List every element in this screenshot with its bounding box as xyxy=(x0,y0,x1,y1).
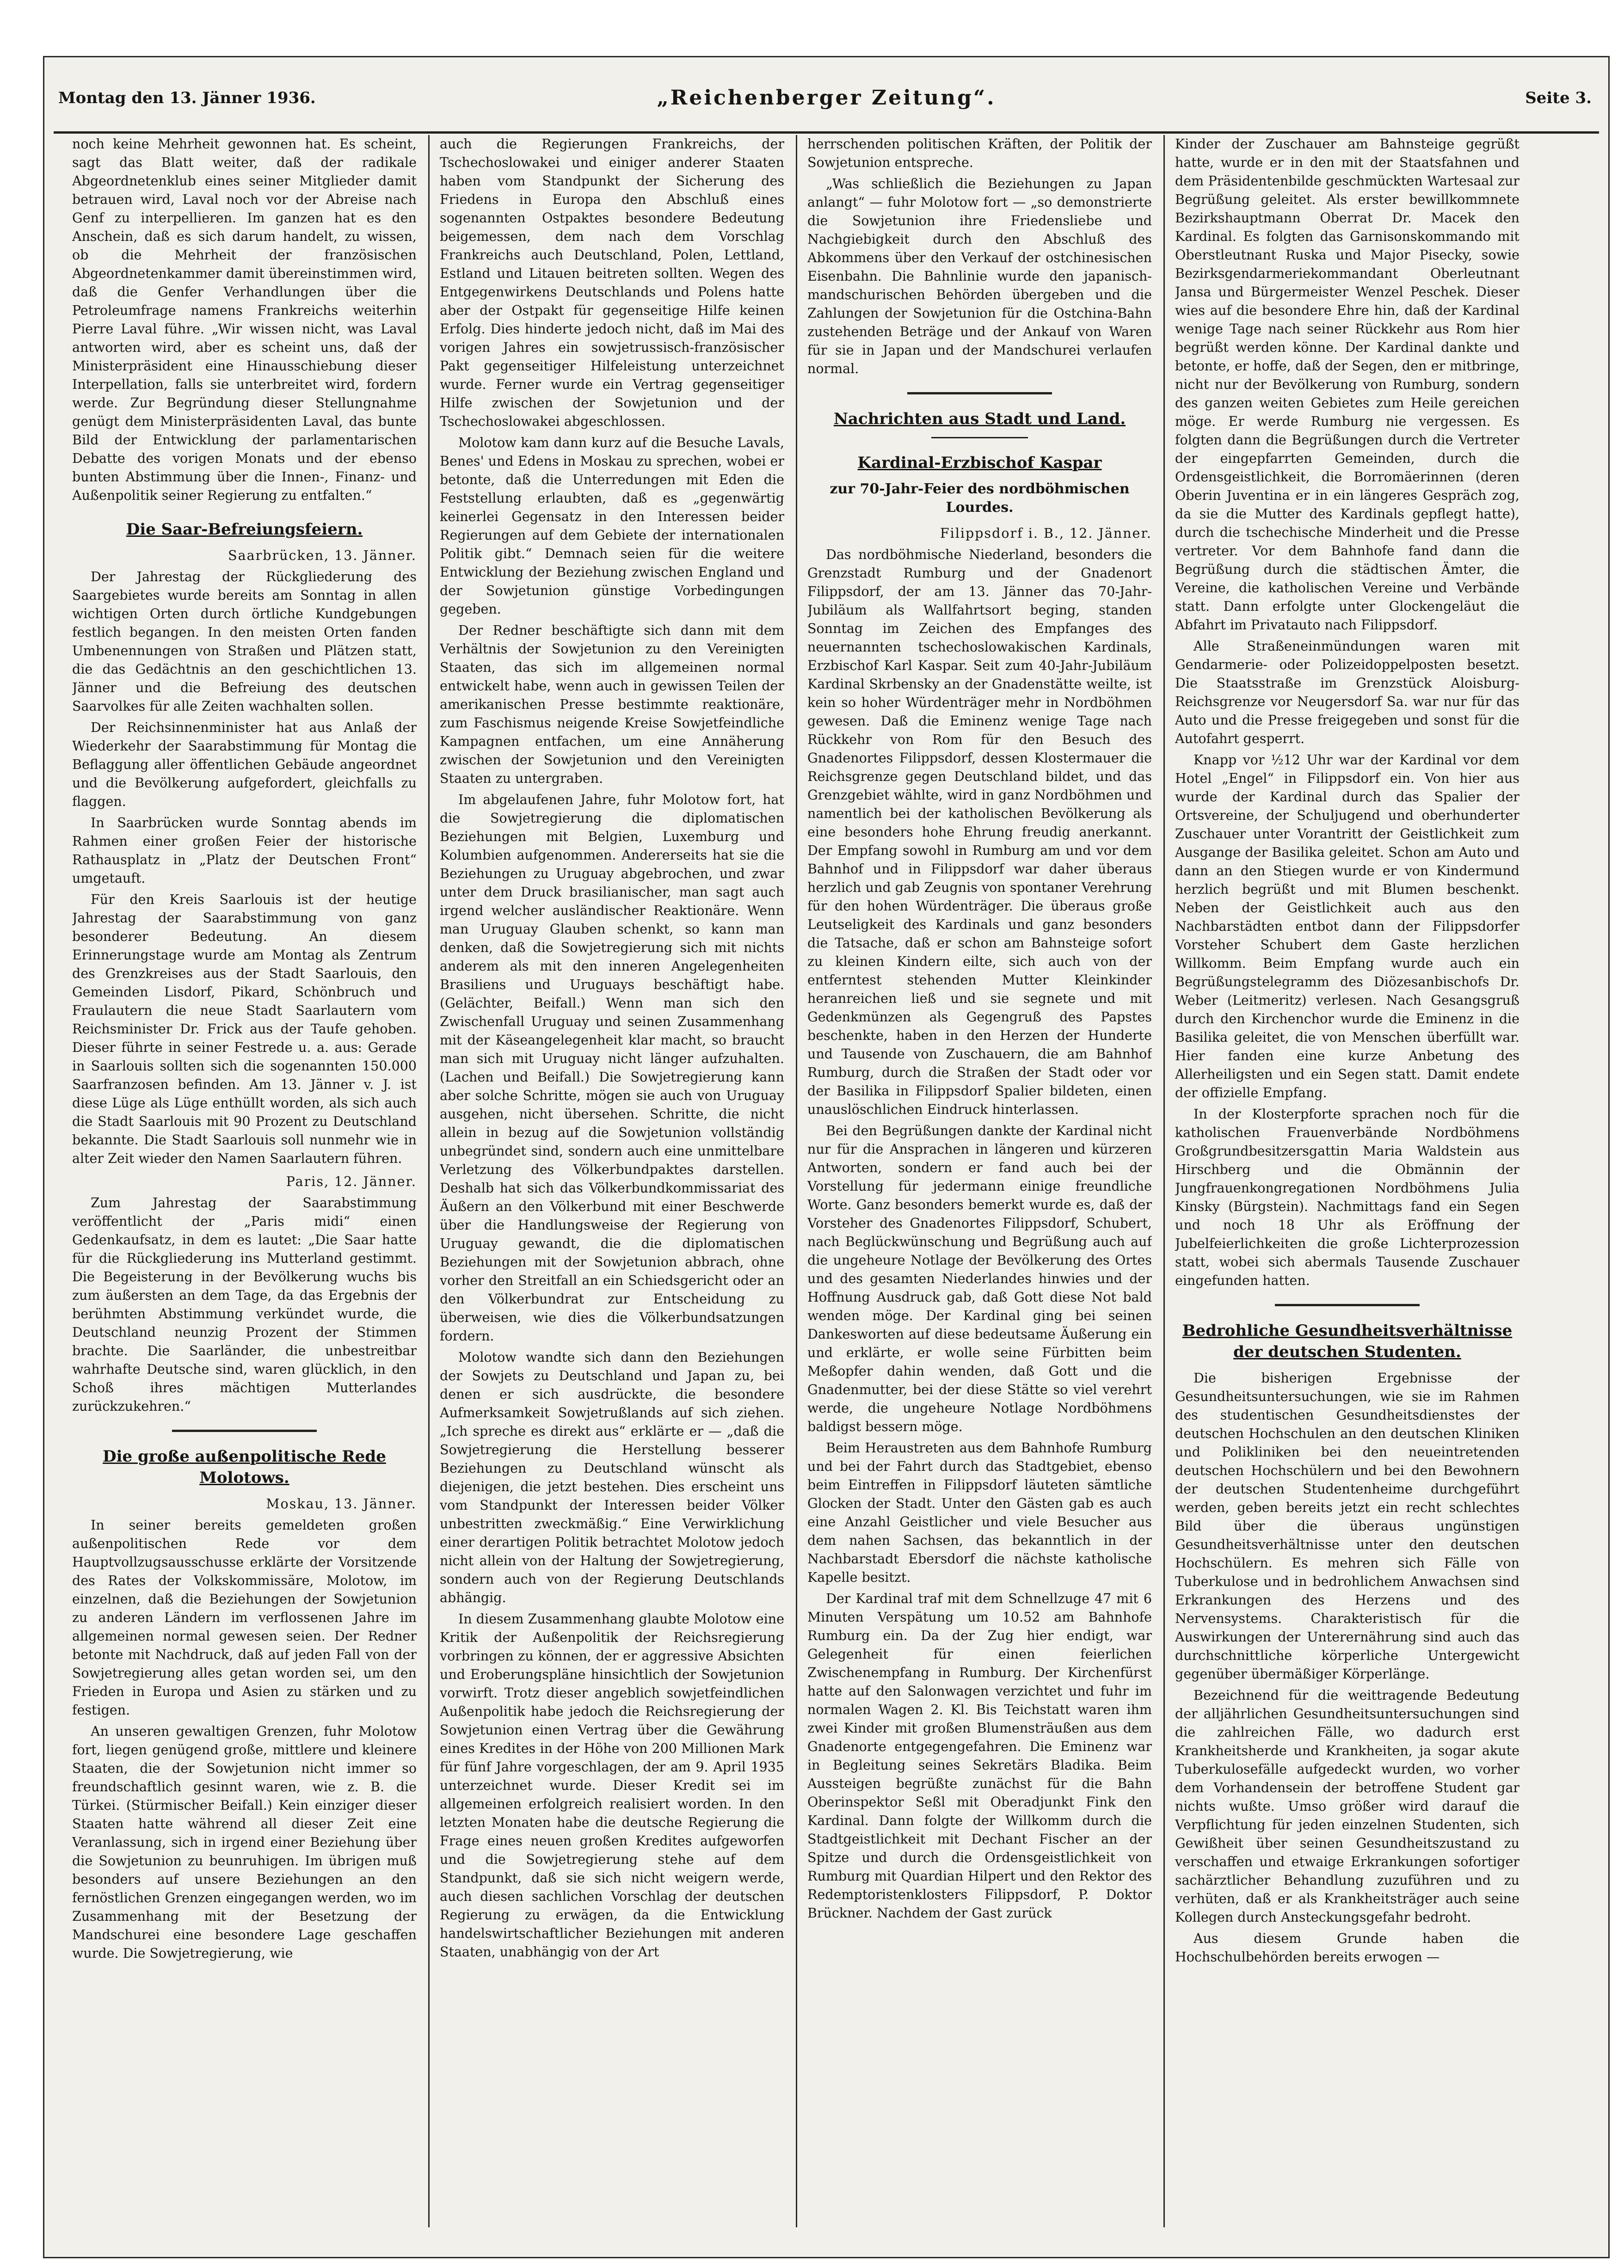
article-paragraph: herrschenden politischen Kräften, der Politik der Sowjetunion entspreche. xyxy=(807,136,1152,170)
headline-saar: Die Saar-Befreiungsfeiern. xyxy=(126,520,363,539)
page-header xyxy=(54,86,1599,115)
column-divider xyxy=(796,135,797,2227)
article-paragraph: In seiner bereits gemeldeten großen außenpolitischen Rede vor dem Hauptvollzugsausschusse erklärte der Vorsitzende des Rates der Volkskommissäre, Molotow, im einzelnen, daß die Beziehungen der Sowjetunion zu anderen Ländern im verflossenen Jahre im allgemeinen normal gewesen seien. Der Redner betonte mit Nachdruck, daß auf jeden Fall von der Sowjetregierung alles getan worden sei, um den Frieden in Europa und Asien zu stärken und zu festigen. xyxy=(72,1518,417,1718)
dateline: Paris, 12. Jänner. xyxy=(286,1174,417,1189)
article-paragraph: Das nordböhmische Niederland, besonders die Grenzstadt Rumburg und der Gnadenort Filippsdorf, der am 13. Jänner das 70-Jahr-Jubiläum als Wallfahrtsort beging, standen Sonntag im Zeichen des Empfanges des neuernannten tschechoslowakischen Kardinals, Erzbischof Karl Kaspar. Seit zum 40-Jahr-Jubiläum Kardinal Skrbensky an der Gnadenstätte weilte, ist kein so hoher Würdenträger mehr in Nordböhmen gewesen. Daß die Eminenz wenige Tage nach Rückkehr von Rom für den Besuch des Gnadenortes Filippsdorf, dessen Klostermauer die Reichsgrenze gegen Deutschland bildet, und das Grenzgebiet wählte, wird in ganz Nordböhmen und namentlich bei der katholischen Bevölkerung als eine besonders hohe Ehrung freudig anerkannt. Der Empfang sowohl in Rumburg am und vor dem Bahnhof und in Filippsdorf war daher überaus herzlich und gab Zeugnis von spontaner Verehrung für den hohen Würdenträger. Die überaus große Leutseligkeit des Kardinals und ganz besonders die Tatsache, daß er schon am Bahnsteige sofort zu kleinen Kindern eilte, sich auch von der entferntest stehenden Mutter Kleinkinder heranreichen ließ und sie segnete und mit Gedenkmünzen als Gegengruß des Papstes beschenkte, haben in den Herzen der Hunderte und Tausende von Zuschauern, die am Bahnhof Rumburg, durch die Straßen der Stadt oder vor der Basilika in Filippsdorf Spalier bildeten, einen unauslöschlichen Eindruck hinterlassen. xyxy=(807,547,1152,1117)
page-number: Seite 3. xyxy=(1525,89,1592,107)
column-2 xyxy=(440,135,784,2227)
article-subheadline: zur 70-Jahr-Feier des nordböhmischen Lourdes. xyxy=(830,481,1130,516)
column-3 xyxy=(807,135,1152,2227)
headline-gesundheit: Bedrohliche Gesundheitsverhältnisse der deutschen Studenten. xyxy=(1182,1321,1513,1361)
article-paragraph: Der Kardinal traf mit dem Schnellzuge 47 mit 6 Minuten Verspätung um 10.52 am Bahnhofe Rumburg ein. Da der Zug hier endigt, war Gelegenheit für einen feierlichen Zwischenempfang in Rumburg. Der Kirchenfürst hatte auf den Salonwagen verzichtet und fuhr im normalen Wagen 2. Kl. Bis Teichstatt waren ihm zwei Kinder mit großen Blumensträußen aus dem Gnadenorte entgegengefahren. Die Eminenz war in Begleitung seines Sekretärs Bladika. Beim Aussteigen begrüßte zunächst für die Bahn Oberinspektor Seßl mit Oberadjunkt Fink den Kardinal. Dann folgte der Willkomm durch die Stadtgeistlichkeit mit Dechant Fischer an der Spitze und durch die Ordensgeistlichkeit von Rumburg mit Quardian Hilpert und den Rektor des Redemptoristenklosters Filippsdorf, P. Doktor Brückner. Nachdem der Gast zurück xyxy=(807,1591,1152,1921)
article-paragraph: Zum Jahrestag der Saarabstimmung veröffentlicht der „Paris midi“ einen Gedenkaufsatz, in dem es lautet: „Die Saar hatte für die Rückgliederung ins Mutterland gestimmt. Die Begeisterung in der Bevölkerung wuchs bis zum äußersten an dem Tage, da das Ergebnis der berühmten Abstimmung verkündet wurde, die Deutschland neunzig Prozent der Stimmen brachte. Die Saarländer, die unbestreitbar wahrhafte Deutsche sind, waren glücklich, in den Schoß ihres mächtigen Mutterlandes zurückzukehren.“ xyxy=(72,1195,417,1414)
column-1 xyxy=(72,135,417,2227)
section-headline xyxy=(807,408,1152,430)
article-headline xyxy=(1175,1320,1519,1363)
article-paragraph: In Saarbrücken wurde Sonntag abends im Rahmen einer großen Feier der historische Rathausplatz in „Platz der Deutschen Front“ umgetauft. xyxy=(72,815,417,886)
article-paragraph: Bezeichnend für die weittragende Bedeutung der alljährlichen Gesundheitsuntersuchungen sind die zahlreichen Fälle, wo dadurch erst Krankheitsherde und Krankheiten, ja sogar akute Tuberkulosefälle aufgedeckt wurden, wo vorher dem Vorhandensein der betroffene Student gar nichts wußte. Umso größer wird darauf die Verpflichtung für jeden einzelnen Studenten, sich Gewißheit über seinen Gesundheitszustand zu verschaffen und etwaige Erkrankungen sofortiger sachärztlicher Behandlung zuzuführen und zu verhüten, daß er als Krankheitsträger auch seine Kollegen durch Ansteckungsgefahr bedroht. xyxy=(1175,1688,1519,1925)
article-paragraph: Molotow kam dann kurz auf die Besuche Lavals, Benes' und Edens in Moskau zu sprechen, wobei er betonte, daß die Unterredungen mit Eden die Feststellung erlaubten, daß es „gegenwärtig keinerlei Gegensatz in den Interessen beider Regierungen auf dem Gebiete der internationalen Politik gibt.“ Demnach seien für die weitere Entwicklung der Beziehung zwischen England und der Sowjetunion günstige Vorbedingungen gegeben. xyxy=(440,435,784,617)
section-divider xyxy=(1275,1304,1420,1306)
article-paragraph: Aus diesem Grunde haben die Hochschulbehörden bereits erwogen — xyxy=(1175,1931,1519,1965)
article-paragraph: Knapp vor ½12 Uhr war der Kardinal vor dem Hotel „Engel“ in Filippsdorf ein. Von hier aus wurde der Kardinal durch das Spalier der Ortsvereine, der Schuljugend und oberhunderter Zuschauer unter Vorantritt der Geistlichkeit zum Ausgange der Basilika geleitet. Schon am Auto und dann an den Stiegen wurde er von Kindermund herzlich begrüßt und mit Blumen beschenkt. Neben der Geistlichkeit auch aus den Nachbarstädten entbot dann der Filippsdorfer Vorsteher Schubert dem Gaste herzlichen Willkomm. Beim Empfang wurde auch ein Begrüßungstelegramm des Diözesanbischofs Dr. Weber (Leitmeritz) verlesen. Nach Gesangsgruß durch den Kirchenchor wurde die Eminenz in die Basilika geleitet, die von Menschen überfüllt war. Hier fanden eine kurze Anbetung des Allerheiligsten und ein Segen statt. Damit endete der offizielle Empfang. xyxy=(1175,752,1519,1100)
section-divider xyxy=(907,392,1052,394)
article-paragraph: Beim Heraustreten aus dem Bahnhofe Rumburg und bei der Fahrt durch das Stadtgebiet, ebenso beim Eintreffen in Filippsdorf läuteten sämtliche Glocken der Stadt. Unter den Gästen gab es auch eine Anzahl Geistlicher und viele Besucher aus dem nahen Sachsen, das bekanntlich in der Nachbarstadt Ebersdorf die nächste katholische Kapelle besitzt. xyxy=(807,1440,1152,1585)
masthead: „Reichenberger Zeitung“. xyxy=(657,86,996,110)
article-paragraph: Der Reichsinnenminister hat aus Anlaß der Wiederkehr der Saarabstimmung für Montag die Beflaggung aller öffentlichen Gebäude angeordnet und die Bevölkerung aufgefordert, gleichfalls zu flaggen. xyxy=(72,720,417,809)
column-divider xyxy=(428,135,430,2227)
article-paragraph: auch die Regierungen Frankreichs, der Tschechoslowakei und einiger anderer Staaten haben vom Standpunkt der Sicherung des Friedens in Europa den Abschluß eines sogenannten Ostpaktes besondere Bedeutung beigemessen, dem nach dem Vorschlag Frankreichs auch Deutschland, Polen, Lettland, Estland und Litauen beitreten sollten. Wegen des Entgegenwirkens Deutschlands und Polens hatte aber der Ostpakt für gegenseitige Hilfe keinen Erfolg. Dies hinderte jedoch nicht, daß im Mai des vorigen Jahres ein sowjetrussisch-französischer Pakt gegenseitiger Hilfeleistung unterzeichnet wurde. Ferner wurde ein Vertrag gegenseitiger Hilfe zwischen der Sowjetunion und der Tschechoslowakei abgeschlossen. xyxy=(440,136,784,429)
article-paragraph: Der Redner beschäftigte sich dann mit dem Verhältnis der Sowjetunion zu den Vereinigten Staaten, das sich im allgemeinen normal entwickelt habe, wenn auch in gewissen Teilen der amerikanischen Presse bestimmte reaktionäre, zum Faschismus neigende Kreise Sowjetfeindliche Kampagnen entfachen, um eine Annäherung zwischen der Sowjetunion und den Vereinigten Staaten zu untergraben. xyxy=(440,623,784,786)
article-headline xyxy=(72,1446,417,1488)
section-divider xyxy=(172,1430,317,1432)
issue-date: Montag den 13. Jänner 1936. xyxy=(58,89,316,107)
article-paragraph: An unseren gewaltigen Grenzen, fuhr Molotow fort, liegen genügend große, mittlere und kleinere Staaten, die der Sowjetunion nicht immer so freundschaftlich gesinnt waren, wie z. B. die Türkei. (Stürmischer Beifall.) Kein einziger dieser Staaten hatte während all dieser Zeit eine Veranlassung, sich in irgend einer Beziehung über die Sowjetunion zu beunruhigen. Im übrigen muß besonders auf unsere Beziehungen an den fernöstlichen Grenzen eingegangen werden, wo im Zusammenhang mit der Besetzung der Mandschurei eine besondere Lage geschaffen wurde. Die Sowjetregierung, wie xyxy=(72,1724,417,1961)
section-divider xyxy=(931,437,1028,438)
headline-nachrichten: Nachrichten aus Stadt und Land. xyxy=(833,410,1126,428)
header-rule xyxy=(54,131,1599,134)
article-paragraph: Kinder der Zuschauer am Bahnsteige gegrüßt hatte, wurde er in den mit der Staatsfahnen und dem Präsidentenbilde geschmückten Wartesaal zur Begrüßung geleitet. Als erster bewillkommnete Bezirkshauptmann Oberrat Dr. Macek den Kardinal. Es folgten das Garnisonskommando mit Oberstleutnant Ruska und Major Pisecky, sowie Bezirksgendarmeriekommandant Oberleutnant Jansa und Bürgermeister Wenzel Peschek. Dieser wies auf die besondere Ehre hin, daß der Kardinal wenige Tage nach seiner Rückkehr aus Rom hier begrüßt werden könne. Der Kardinal dankte und betonte, er hoffe, daß der Segen, den er mitbringe, nicht nur der Bevölkerung von Rumburg, sondern des ganzen weiten Gebietes zum Heile gereichen möge. Er werde Rumburg nie vergessen. Es folgten dann die Begrüßungen durch die Vertreter der eingepfarrten Gemeinden, durch die Ordensgeistlichkeit, die Borromäerinnen (deren Oberin Juventina er in ein längeres Gespräch zog, da sie die Mutter des Kardinals gepflegt hatte), durch die tschechische Minderheit und die Presse vertreter. Vor dem Bahnhofe fand dann die Begrüßung durch die städtischen Ämter, die Vereine, die katholischen Vereine und Verbände statt. Dann erfolgte unter Glockengeläut die Abfahrt im Privatauto nach Filippsdorf. xyxy=(1175,136,1519,633)
article-paragraph: In der Klosterpforte sprachen noch für die katholischen Frauenverbände Nordböhmens Großgrundbesitzersgattin Maria Waldstein aus Hirschberg und die Obmännin der Jungfrauenkongregationen Nordböhmens Julia Kinsky (Bürgstein). Nachmittags fand ein Segen und noch 18 Uhr als Eröffnung der Jubelfeierlichkeiten die große Lichterprozession statt, wobei sich abermals Tausende Zuschauer eingefunden hatten. xyxy=(1175,1106,1519,1288)
article-paragraph: Bei den Begrüßungen dankte der Kardinal nicht nur für die Ansprachen in längeren und kürzeren Antworten, sondern er fand auch bei der Vorstellung für jedermann einige freundliche Worte. Ganz besonders bemerkt wurde es, daß der Vorsteher des Gnadenortes Filippsdorf, Schubert, nach Beglückwünschung und Begrüßung auch auf die ungeheure Notlage der Bevölkerung des Ortes und des gesamten Niederlandes hinwies und der Hoffnung Ausdruck gab, daß Gott diese Not bald wenden möge. Der Kardinal ging bei seinen Dankesworten auf diese bedeutsame Äußerung ein und erklärte, er wolle seine Fürbitten beim Meßopfer dahin wenden, daß Gott und die Gnadenmutter, bei der diese Stätte so viel verehrt werde, die ungeheure Notlage Nordböhmens baldigst bessern möge. xyxy=(807,1123,1152,1434)
newspaper-page xyxy=(44,57,1608,2257)
headline-kaspar: Kardinal-Erzbischof Kaspar xyxy=(857,454,1102,472)
headline-molotow: Die große außenpolitische Rede Molotows. xyxy=(103,1447,386,1487)
article-paragraph: Molotow wandte sich dann den Beziehungen der Sowjets zu Deutschland und Japan zu, bei denen er sich ausdrückte, die besondere Aufmerksamkeit Sowjetrußlands auf sich ziehen. „Ich spreche es direkt aus“ erklärte er — „daß die Sowjetregierung die Herstellung besserer Beziehungen zu Deutschland wünscht als diejenigen, die jetzt bestehen. Dies erscheint uns vom Standpunkt der Interessen beider Völker unbestritten zweckmäßig.“ Eine Verwirklichung einer derartigen Politik betrachtet Molotow jedoch nicht allein von der Haltung der Sowjetregierung, sondern auch von der Regierung Deutschlands abhängig. xyxy=(440,1350,784,1605)
dateline: Filippsdorf i. B., 12. Jänner. xyxy=(940,526,1152,541)
article-paragraph: Der Jahrestag der Rückgliederung des Saargebietes wurde bereits am Sonntag in allen wichtigen Orten durch örtliche Kundgebungen festlich begangen. In den meisten Orten fanden Umbenennungen von Straßen und Plätzen statt, die das Gedächtnis an den geschichtlichen 13. Jänner und die Befreiung des deutschen Saarvolkes für alle Zeiten wachhalten sollen. xyxy=(72,569,417,714)
column-divider xyxy=(1163,135,1165,2227)
dateline: Saarbrücken, 13. Jänner. xyxy=(228,548,417,563)
article-paragraph: In diesem Zusammenhang glaubte Molotow eine Kritik der Außenpolitik der Reichsregierung vorbringen zu können, der er aggressive Absichten und Eroberungspläne hinsichtlich der Sowjetunion vorwirft. Trotz dieser angeblich sowjetfeindlichen Außenpolitik habe jedoch die Reichsregierung der Sowjetunion einen Vertrag über die Gewährung eines Kredites in der Höhe von 200 Millionen Mark für fünf Jahre vorgeschlagen, der am 9. April 1935 unterzeichnet wurde. Dieser Kredit sei im allgemeinen erfolgreich realisiert worden. In den letzten Monaten habe die deutsche Regierung die Frage eines neuen großen Kredites aufgeworfen und die Sowjetregierung stehe auf dem Standpunkt, daß sie sich nicht weigern werde, auch diesen sachlichen Vorschlag der deutschen Regierung zu erwägen, da die Entwicklung handelswirtschaftlicher Beziehungen mit anderen Staaten, unabhängig von der Art xyxy=(440,1611,784,1960)
article-paragraph: „Was schließlich die Beziehungen zu Japan anlangt“ — fuhr Molotow fort — „so demonstrierte die Sowjetunion ihre Friedensliebe und Nachgiebigkeit durch den Abschluß des Abkommens über den Verkauf der ostchinesischen Eisenbahn. Die Bahnlinie wurde den japanisch-mandschurischen Behörden übergeben und die Zahlungen der Sowjetunion für die Ostchina-Bahn zustehenden Beträge und der Ankauf von Waren für sie in Japan und der Mandschurei verlaufen normal. xyxy=(807,176,1152,376)
dateline: Moskau, 13. Jänner. xyxy=(266,1496,417,1512)
article-paragraph: Im abgelaufenen Jahre, fuhr Molotow fort, hat die Sowjetregierung die diplomatischen Beziehungen mit Belgien, Luxemburg und Kolumbien aufgenommen. Andererseits hat sie die Beziehungen zu Uruguay abgebrochen, und zwar unter dem Druck brasilianischer, man sagt auch irgend welcher ausländischer Reaktionäre. Wenn man Uruguay Glauben schenkt, so kann man denken, daß die Sowjetregierung sich mit nichts anderem als mit den inneren Angelegenheiten Brasiliens und Uruguays beschäftigt habe. (Gelächter, Beifall.) Wenn man sich den Zwischenfall Uruguay und seinen Zusammenhang mit der Käseangelegenheit klar macht, so braucht man sich mit Uruguay nicht länger aufzuhalten. (Lachen und Beifall.) Die Sowjetregierung kann aber solche Schritte, mögen sie auch von Uruguay ausgehen, nicht übersehen. Schritte, die nicht allein in bezug auf die Sowjetunion vollständig unbegründet sind, sondern auch eine unmittelbare Verletzung des Völkerbundpaktes darstellen. Deshalb hat sich das Völkerbundkommissariat des Äußern an den Völkerbund mit einer Beschwerde über die Handlungsweise der Regierung von Uruguay gewandt, die die diplomatischen Beziehungen mit der Sowjetunion abbrach, ohne vorher den Streitfall an ein Schiedsgericht oder an den Völkerbundrat zur Entscheidung zu überweisen, wie dies die Völkerbundsatzungen fordern. xyxy=(440,792,784,1344)
article-paragraph: Die bisherigen Ergebnisse der Gesundheitsuntersuchungen, wie sie im Rahmen des studentischen Gesundheitsdienstes der deutschen Hochschulen an den deutschen Kliniken und Polikliniken bei den neueintretenden deutschen Hochschülern und bei den Bewohnern der deutschen Studentenheime durchgeführt werden, geben bereits jetzt ein recht schlechtes Bild über die überaus ungünstigen Gesundheitsverhältnisse unter den deutschen Hochschülern. Es mehren sich Fälle von Tuberkulose und in bedrohlichem Anwachsen sind Erkrankungen des Herzens und des Nervensystems. Charakteristisch für die Auswirkungen der Unterernährung sind auch das durchschnittliche körperliche Untergewicht gegenüber übermäßiger Körperlänge. xyxy=(1175,1371,1519,1682)
article-paragraph: noch keine Mehrheit gewonnen hat. Es scheint, sagt das Blatt weiter, daß der radikale Abgeordnetenklub eines seiner Mitglieder damit betrauen wird, Laval noch vor der Abreise nach Genf zu interpellieren. Im ganzen hat es den Anschein, daß es sich darum handelt, zu wissen, ob die Mehrheit der französischen Abgeordnetenkammer damit übereinstimmen wird, daß die Genfer Verhandlungen über die Petroleumfrage namens Frankreichs weiterhin Pierre Laval führe. „Wir wissen nicht, was Laval antworten wird, aber es scheint uns, daß der Ministerpräsident eine Hinausschiebung dieser Interpellation, falls sie unterbreitet wird, fordern werde. Zur Begründung dieser Stellungnahme genügt dem Ministerpräsidenten Laval, das bunte Bild der Entwicklung der parlamentarischen Debatte des vorigen Monats und der ebenso bunten Abstimmung über die Innen-, Finanz- und Außenpolitik seiner Regierung zu entfalten.“ xyxy=(72,136,417,503)
article-paragraph: Für den Kreis Saarlouis ist der heutige Jahrestag der Saarabstimmung von ganz besonderer Bedeutung. An diesem Erinnerungstage wurde am Montag als Zentrum des Grenzkreises aus der Stadt Saarlouis, den Gemeinden Lisdorf, Pikard, Schönbruch und Fraulautern die neue Stadt Saarlautern vom Reichsminister Dr. Frick aus der Taufe gehoben. Dieser führte in seiner Festrede u. a. aus: Gerade in Saarlouis sollten sich die sogenannten 150.000 Saarfranzosen befinden. Am 13. Jänner v. J. ist diese Lüge als Lüge enthüllt worden, als sich auch die Stadt Saarlouis mit 90 Prozent zu Deutschland bekannte. Die Stadt Saarlouis soll nunmehr wie in alter Zeit wieder den Namen Saarlautern führen. xyxy=(72,892,417,1166)
column-4 xyxy=(1175,135,1519,2227)
article-headline xyxy=(72,519,417,540)
article-paragraph: Alle Straßeneinmündungen waren mit Gendarmerie- oder Polizeidoppelposten besetzt. Die Staatsstraße im Grenzstück Aloisburg-Reichsgrenze vor Neugersdorf Sa. war nur für das Auto und die Presse freigegeben und sonst für die Autofahrt gesperrt. xyxy=(1175,639,1519,746)
article-headline xyxy=(807,452,1152,473)
